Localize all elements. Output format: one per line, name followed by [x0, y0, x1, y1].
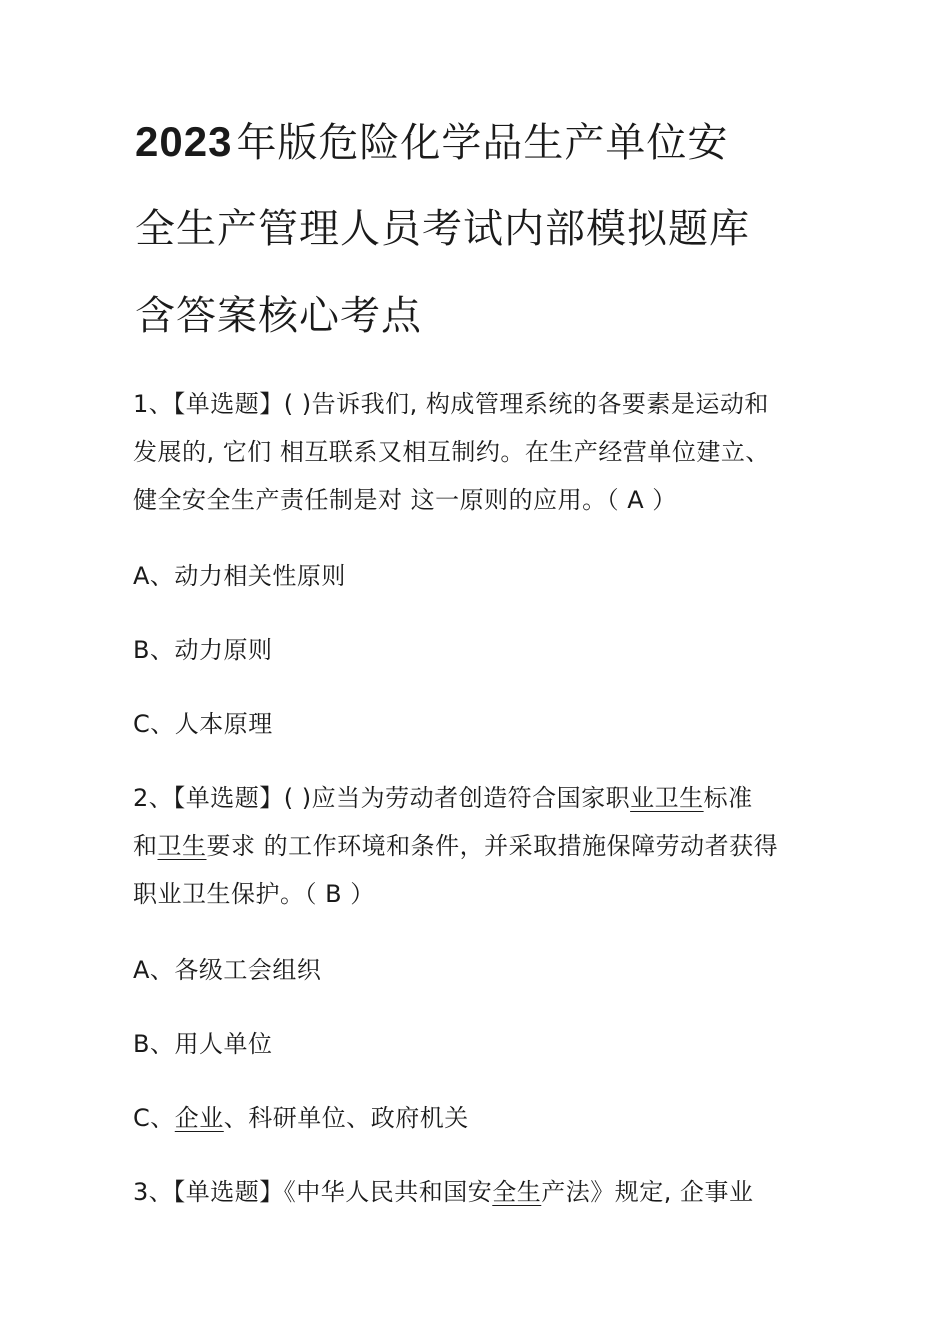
title-line-2: 全生产管理人员考试内部模拟题库	[135, 206, 750, 252]
title-line-1	[135, 112, 825, 172]
question-1	[133, 380, 823, 524]
underlined-text: 全生	[492, 1178, 542, 1206]
option-text	[133, 1094, 823, 1142]
text-run: C、	[133, 1104, 175, 1132]
option-text: C、人本原理	[133, 710, 273, 738]
option-text: A、各级工会组织	[133, 956, 322, 984]
question-3-line-1	[133, 1168, 823, 1216]
question-1-line-1: 1、【单选题】( )告诉我们, 构成管理系统的各要素是运动和	[133, 390, 769, 418]
title-line-1-text: 年版危险化学品生产单位安	[236, 120, 729, 166]
text-run: 和	[133, 832, 158, 860]
question-2-line-1	[133, 774, 823, 822]
question-2-option-c	[133, 1094, 823, 1142]
question-1-line-3: 健全安全生产责任制是对 这一原则的应用。（ A ）	[133, 486, 677, 514]
question-1-line-2: 发展的, 它们 相互联系又相互制约。在生产经营单位建立、	[133, 438, 770, 466]
text-run: 标准	[703, 784, 753, 812]
question-1-option-c	[133, 700, 823, 748]
question-2-line-2	[133, 822, 823, 870]
question-2	[133, 774, 823, 918]
question-2-option-a	[133, 946, 823, 994]
underlined-text: 业卫生	[630, 784, 704, 812]
question-1-option-b	[133, 626, 823, 674]
option-text: B、动力原则	[133, 636, 273, 664]
document-title	[135, 112, 825, 373]
question-3	[133, 1168, 823, 1216]
question-2-option-b	[133, 1020, 823, 1068]
text-run: 、科研单位、政府机关	[223, 1104, 469, 1132]
question-2-line-3: 职业卫生保护。（ B ）	[133, 880, 375, 908]
text-run: 2、【单选题】( )应当为劳动者创造符合国家职	[133, 784, 631, 812]
text-run: 要求 的工作环境和条件，并采取措施保障劳动者获得	[206, 832, 779, 860]
title-year: 2023	[135, 118, 233, 165]
underlined-text: 卫生	[157, 832, 207, 860]
question-1-option-a	[133, 552, 823, 600]
option-text: B、用人单位	[133, 1030, 273, 1058]
option-text: A、动力相关性原则	[133, 562, 346, 590]
text-run: 3、【单选题】《中华人民共和国安	[133, 1178, 493, 1206]
title-line-3: 含答案核心考点	[135, 293, 422, 339]
underlined-text: 企业	[174, 1104, 224, 1132]
text-run: 产法》规定, 企事业	[541, 1178, 754, 1206]
